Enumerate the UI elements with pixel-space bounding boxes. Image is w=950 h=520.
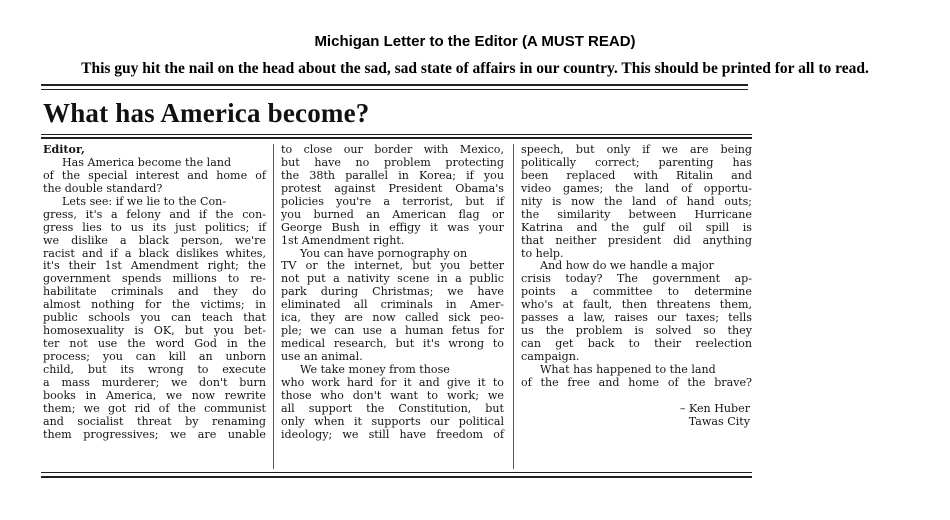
article-line: almost nothing for the victims; in (43, 298, 266, 312)
article-line: racist and if a black dislikes whites, (43, 246, 266, 260)
article-line: medical research, but it's wrong to (281, 337, 504, 351)
letter-salutation: Editor, (43, 143, 85, 156)
article-line: you burned an American flag or (281, 207, 504, 221)
article-line: been replaced with Ritalin and (521, 168, 752, 182)
article-column-1 (43, 144, 266, 442)
column-divider (513, 144, 514, 469)
bottom-rule-thick (41, 476, 752, 478)
article-line: those who don't want to work; we (281, 388, 504, 402)
article-line: habilitate criminals and they do (43, 285, 266, 299)
article-line: can get back to their reelection (521, 337, 752, 351)
article-headline: What has America become? (43, 98, 370, 128)
article-line: gress lies to us its just politics; if (43, 220, 266, 234)
article-line: We take money from those (300, 362, 450, 376)
top-rule-thick (41, 84, 748, 86)
article-line: gress, it's a felony and if the con- (43, 207, 266, 221)
article-line: use an animal. (281, 350, 363, 363)
page-subtitle: This guy hit the nail on the head about the sad, sad state of affairs in our country. This should be printed for all to read. (81, 60, 869, 77)
article-line: who work hard for it and give it to (281, 375, 504, 389)
article-line: You can have pornography on (300, 246, 468, 260)
article-line: ica, they are now called sick peo- (281, 311, 504, 325)
article-line: George Bush in effigy it was your (281, 220, 504, 234)
article-line: but have no problem protecting (281, 155, 504, 169)
article-line: speech, but only if we are being (521, 143, 752, 156)
article-line: government spends millions to re- (43, 272, 266, 286)
article-line: Lets see: if we lie to the Con- (62, 194, 227, 208)
article-line: child, but its wrong to execute (43, 362, 266, 376)
article-line: And how do we handle a major (540, 259, 714, 273)
article-line: protest against President Obama's (281, 181, 504, 195)
headline-rule-thin (41, 134, 752, 135)
article-line: of the special interest and home of (43, 168, 266, 182)
article-line: TV or the internet, but you better (281, 259, 504, 273)
article-line: What has happened to the land (540, 362, 716, 376)
article-line: to help. (521, 246, 564, 260)
article-line: process; you can kill an unborn (43, 350, 266, 363)
article-line: of the free and home of the brave? (521, 375, 752, 389)
article-line: the similarity between Hurricane (521, 207, 752, 221)
article-line: ter not use the word God in the (43, 337, 266, 351)
article-line: all support the Constitution, but (281, 401, 504, 415)
article-line: that neither president did anything (521, 233, 752, 247)
article-line: nity is now the land of hand outs; (521, 194, 752, 208)
article-line: Katrina and the gulf oil spill is (521, 220, 752, 234)
article-line: policies you're a terrorist, but if (281, 194, 504, 208)
article-line: it's their 1st Amendment right; the (43, 259, 266, 273)
article-line: campaign. (521, 350, 580, 363)
article-line: video games; the land of opportu- (521, 181, 752, 195)
author-location: Tawas City (688, 414, 750, 428)
top-rule-thin (41, 89, 748, 90)
article-line: only when it supports our political (281, 414, 504, 428)
article-line: books in America, we now rewrite (43, 388, 266, 402)
article-line: the 38th parallel in Korea; if you (281, 168, 504, 182)
article-line: us the problem is solved so they (521, 324, 752, 338)
article-line: points a committee to determine (521, 285, 752, 299)
article-line: 1st Amendment right. (281, 233, 405, 247)
author-name: – Ken Huber (679, 401, 750, 415)
article-line: politically correct; parenting has (521, 155, 752, 169)
article-line: ple; we can use a human fetus for (281, 324, 504, 338)
article-line: to close our border with Mexico, (281, 143, 504, 156)
article-line: the double standard? (43, 181, 163, 195)
article-line: them; we got rid of the communist (43, 401, 266, 415)
article-line: Has America become the land (62, 155, 232, 169)
article-line: public schools you can teach that (43, 311, 266, 325)
headline-rule-thick (41, 137, 752, 139)
column-divider (273, 144, 274, 469)
article-line: park during Christmas; we have (281, 285, 504, 299)
article-line: eliminated all criminals in Amer- (281, 298, 504, 312)
article-spacer (521, 390, 752, 403)
article-line: a mass murderer; we don't burn (43, 375, 266, 389)
article-line: and socialist threat by renaming (43, 414, 266, 428)
article-line: them progressives; we are unable (43, 427, 266, 441)
article-column-3 (521, 144, 752, 429)
bottom-rule-thin (41, 472, 752, 473)
article-line: not put a nativity scene in a public (281, 272, 504, 286)
article-line: we dislike a black person, we're (43, 233, 266, 247)
article-line: ideology; we still have freedom of (281, 427, 504, 441)
article-line: homosexuality is OK, but you bet- (43, 324, 266, 338)
article-column-2 (281, 144, 504, 442)
article-line: passes a law, raises our taxes; tells (521, 311, 752, 325)
article-line: who's at fault, then threatens them, (521, 298, 752, 312)
article-line: crisis today? The government ap- (521, 272, 752, 286)
page-title: Michigan Letter to the Editor (A MUST READ) (314, 33, 636, 50)
